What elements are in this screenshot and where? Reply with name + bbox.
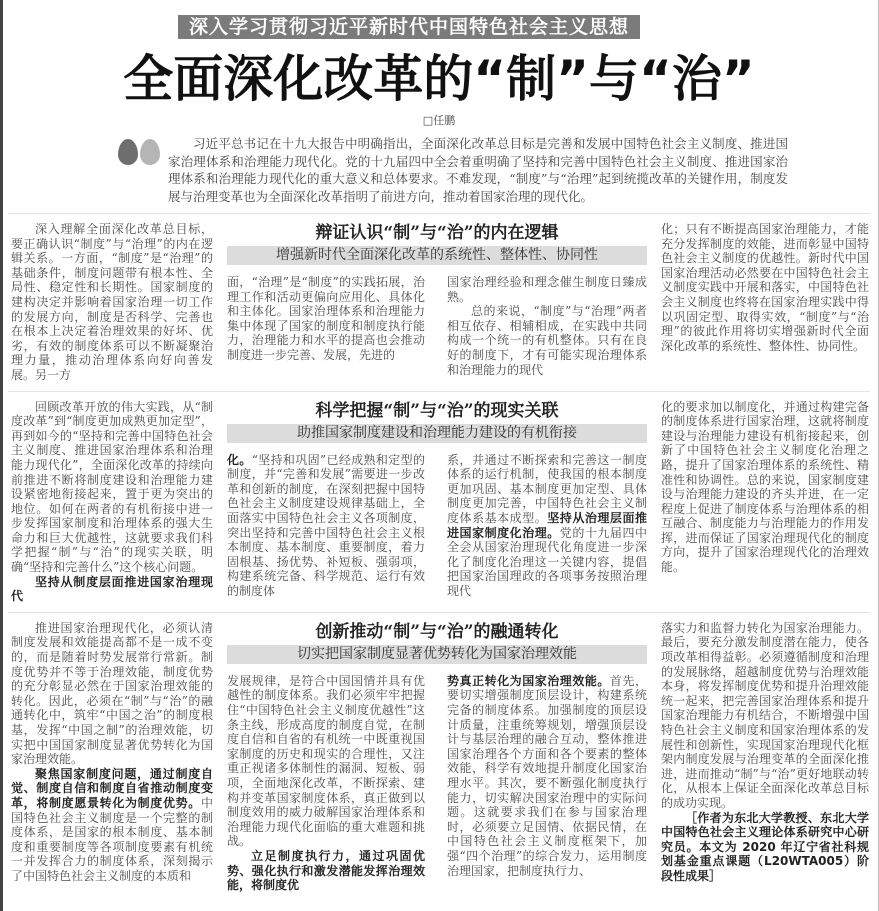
article-column — [447, 275, 647, 377]
article-column — [227, 453, 425, 599]
section-3 — [8, 612, 870, 901]
body-text: 落实力和监督力转化为国家治理能力。最后，要充分激发制度潜在能力，使各项改革相得益彰。必须遵循制度和治理的发展脉络，超越制度优势与治理效能本身，将发挥制度优势和提升治理效能统一起来，把完善国家治理体系和提升国家治理能力有机结合，不断增强中国特色社会主义制度和国家治理体系的发展性和创新性，实现国家治理现代化框架内制度发展与治理变革的全面深化推进，进而推动“制”与“治”更好地联动转化，从根本上保证全面深化改革总目标的成功实现。 — [661, 620, 869, 810]
bold-lead-text: 坚持从制度层面推进国家治理现代 — [11, 574, 213, 604]
section-1 — [8, 213, 870, 391]
paragraph — [447, 275, 647, 304]
article-column — [661, 621, 869, 893]
body-text: 系，并通过不断探索和完善这一制度体系的运行机制，使我国的根本制度更加巩固、基本制度更加定型、具体制度更加完善，中国特色社会主义制度体系基本成型。 — [447, 452, 647, 525]
quote-dot-dark — [118, 139, 138, 165]
body-text: 化的要求加以制度化，并通过构建完备的制度体系进行国家治理，这就将制度建设与治理能力建设有机衔接起来，创新了中国特色社会主义制度化治理之路，提升了国家治理体系的系统性、精准性和协调性。总的来说，国家制度建设与治理能力建设的齐头并进，在一定程度上促进了制度体系与治理体系的相互融合、制度能力与治理能力的作用发挥，进而保证了国家治理现代化的制度方向，提升了国家治理现代化的治理效能。 — [661, 399, 869, 575]
body-text: 党的十九届四中全会从国家治理现代化角度进一步深化了制度化治理这一关键内容，提倡把国家治国理政的各项事务按照治理现代 — [447, 525, 647, 598]
article-column — [661, 222, 869, 383]
byline: □任鹏 — [422, 114, 456, 127]
headline: 全面深化改革的“制”与“治” — [123, 50, 755, 108]
article-column — [227, 674, 425, 893]
paragraph — [227, 453, 425, 599]
bold-lead-text: ［作者为东北大学教授、东北大学中国特色社会主义理论体系研究中心研究员。本文为 2020 年辽宁省社科规划基金重点课题（L20WTA005）阶段性成果］ — [661, 810, 869, 883]
bold-lead-text: 化。 — [227, 452, 252, 467]
paragraph — [661, 621, 869, 811]
body-text: 总的来说，“制度”与“治理”两者相互依存、相辅相成，在实践中共同构成一个统一的有机整体。只有在良好的制度下，才有可能实现治理体系和治理能力的现代 — [447, 304, 647, 377]
paragraph — [447, 304, 647, 377]
section-middle — [227, 222, 647, 383]
section-subtitle: 增强新时代全面深化改革的系统性、整体性、协同性 — [227, 246, 647, 265]
section-subtitle: 助推国家制度建设和治理能力建设的有机衔接 — [227, 424, 647, 443]
body-text: 中国特色社会主义制度是一个完整的制度体系，是国家的根本制度、基本制度和重要制度等各项制度要素有机统一并发挥合力的制度体系，深刻揭示了中国特色社会主义制度的本质和 — [11, 795, 213, 883]
article-column — [11, 400, 213, 604]
body-text: 国家治理经验和理念催生制度日臻成熟。 — [447, 275, 647, 304]
section-2 — [8, 391, 870, 612]
intro-block — [118, 135, 788, 205]
paragraph — [227, 674, 425, 849]
body-text: 化；只有不断提高国家治理能力，才能充分发挥制度的效能，进而彰显中国特色社会主义制度的优越性。新时代中国国家治理活动必然要在中国特色社会主义制度实践中开展和落实，中国特色社会主义制度也终将在国家治理实践中得以巩固定型、取得实效，“制度”与“治理”的彼此作用将切实增强新时代全面深化改革的系统性、整体性、协同性。 — [661, 222, 869, 353]
article-column — [661, 400, 869, 604]
section-title: 科学把握“制”与“治”的现实关联 — [315, 400, 559, 421]
body-text: 深入理解全面深化改革总目标，要正确认识“制度”与“治理”的内在逻辑关系。一方面，“制度”是“治理”的基础条件，制度问题带有根本性、全局性、稳定性和长期性。国家制度的建构决定并影响着国家治理一切工作的发展方向，制度是否科学、完善也在根本上决定着治理效果的好坏、优劣，有效的制度体系可以不断凝聚治理力量，推动治理体系向好向善发展。另一方 — [11, 222, 213, 382]
newspaper-page — [3, 0, 878, 911]
paragraph — [661, 811, 869, 884]
column-banner: 深入学习贯彻习近平新时代中国特色社会主义思想 — [178, 15, 640, 39]
quote-dot-light — [140, 139, 160, 165]
bold-lead-text: 坚持从治理层面推进国家制度化治理。 — [447, 510, 647, 540]
paragraph — [447, 453, 647, 599]
article-column — [11, 222, 213, 383]
paragraph — [11, 767, 213, 884]
paragraph — [11, 575, 213, 604]
paragraph — [661, 222, 869, 353]
section-title: 辩证认识“制”与“治”的内在逻辑 — [315, 223, 559, 243]
section-subtitle: 切实把国家制度显著优势转化为国家治理效能 — [227, 645, 647, 664]
section-middle-columns — [227, 453, 647, 599]
paragraph — [227, 849, 425, 893]
paragraph — [447, 674, 647, 878]
body-text: 发展规律，是符合中国国情并具有优越性的制度体系。我们必须牢牢把握住“中国特色社会主义制度优越性”这条主线，形成高度的制度自觉，在制度自信和自省的有机统一中既重视国家制度的历史和现实的合理性，又注重正视诸多体制性的漏洞、短板、弱项，全面地深化改革，不断探索、建构并变革国家制度体系，真正做到以制度效用的威力破解国家治理体系和治理能力现代化面临的重大难题和挑战。 — [227, 673, 425, 849]
body-text: 推进国家治理现代化，必须认清制度发展和效能提高都不是一成不变的，而是随着时势发展常行常新。制度优势并不等于治理效能，制度优势的充分彰显必然在于国家治理效能的转化。因此，必须在“制”与“治”的融通转化中，筑牢“中国之治”的制度根基，发挥“中国之制”的治理效能，切实把中国国家制度显著优势转化为国家治理效能。 — [11, 620, 213, 767]
body-text: “坚持和巩固”已经成熟和定型的制度，并“完善和发展”需要进一步改革和创新的制度，在深刻把握中国特色社会主义制度建设规律基础上，全面落实中国特色社会主义各项制度，突出坚持和完善中国特色社会主义根本制度、基本制度、重要制度，着力固根基、扬优势、补短板、强弱项，构建系统完备、科学规范、运行有效的制度体 — [227, 452, 425, 598]
article-column — [227, 275, 425, 377]
article-column — [447, 453, 647, 599]
body-text: 回顾改革开放的伟大实践，从“制度改革”到“制度更加成熟更加定型”，再到如今的“坚持和完善中国特色社会主义制度、推进国家治理体系和治理能力现代化”，全面深化改革的持续向前推进不断将制度建设和治理能力建设紧密地衔接起来，置于更为突出的地位。如何在两者的有机衔接中进一步发挥国家制度和治理体系的强大生命力和巨大优越性，这就要求我们科学把握“制”与“治”的现实关联，明确“坚持和完善什么”这个核心问题。 — [11, 399, 213, 575]
paragraph — [11, 400, 213, 575]
article-column — [447, 674, 647, 893]
bold-lead-text: 势真正转化为国家治理效能。 — [447, 673, 610, 688]
paragraph — [661, 400, 869, 575]
paragraph — [11, 621, 213, 767]
section-middle — [227, 621, 647, 893]
body-text: 首先，要切实增强制度顶层设计，构建系统完备的制度体系。加强制度的顶层设计质量，注重统筹规划，增强顶层设计与基层治理的融合互动，整体推进国家治理各个方面和各个要素的整体效能，科学有效地提升制度化国家治理水平。其次，要不断强化制度执行能力，切实解决国家治理中的实际问题。这就要求我们在参与国家治理时，必须要立足国情、依据民情，在中国特色社会主义制度框架下，加强“四个治理”的综合发力，运用制度治理国家，把制度执行力、 — [447, 673, 647, 878]
bold-lead-text: 立足制度执行力，通过巩固优势、强化执行和激发潜能发挥治理效能，将制度优 — [227, 848, 425, 893]
section-middle-columns — [227, 674, 647, 893]
paragraph — [11, 222, 213, 383]
section-title: 创新推动“制”与“治”的融通转化 — [315, 621, 559, 642]
intro-paragraph: 习近平总书记在十九大报告中明确指出，全面深化改革总目标是完善和发展中国特色社会主义制度、推进国家治理体系和治理能力现代化。党的十九届四中全会着重明确了坚持和完善中国特色社会主义制度、推进国家治理体系和治理能力现代化的重大意义和总体要求。不难发现，“制度”与“治理”起到统揽改革的关键作用，制度发展与治理变革也为全面深化改革指明了前进方向，推动着国家治理的现代化。 — [168, 136, 788, 204]
section-middle — [227, 400, 647, 604]
body-text: 面，“治理”是“制度”的实践拓展，治理工作和活动更偏向应用化、具体化和主体化。国家治理体系和治理能力集中体现了国家的制度和制度执行能力，治理能力和水平的提高也会推动制度进一步完善、发展，先进的 — [227, 275, 425, 362]
article-column — [11, 621, 213, 893]
quote-mark-icon — [118, 139, 160, 165]
paragraph — [227, 275, 425, 363]
bold-lead-text: 聚焦国家制度问题，通过制度自觉、制度自信和制度自省推动制度变革，将制度愿景转化为制度优势。 — [11, 766, 213, 810]
section-middle-columns — [227, 275, 647, 377]
